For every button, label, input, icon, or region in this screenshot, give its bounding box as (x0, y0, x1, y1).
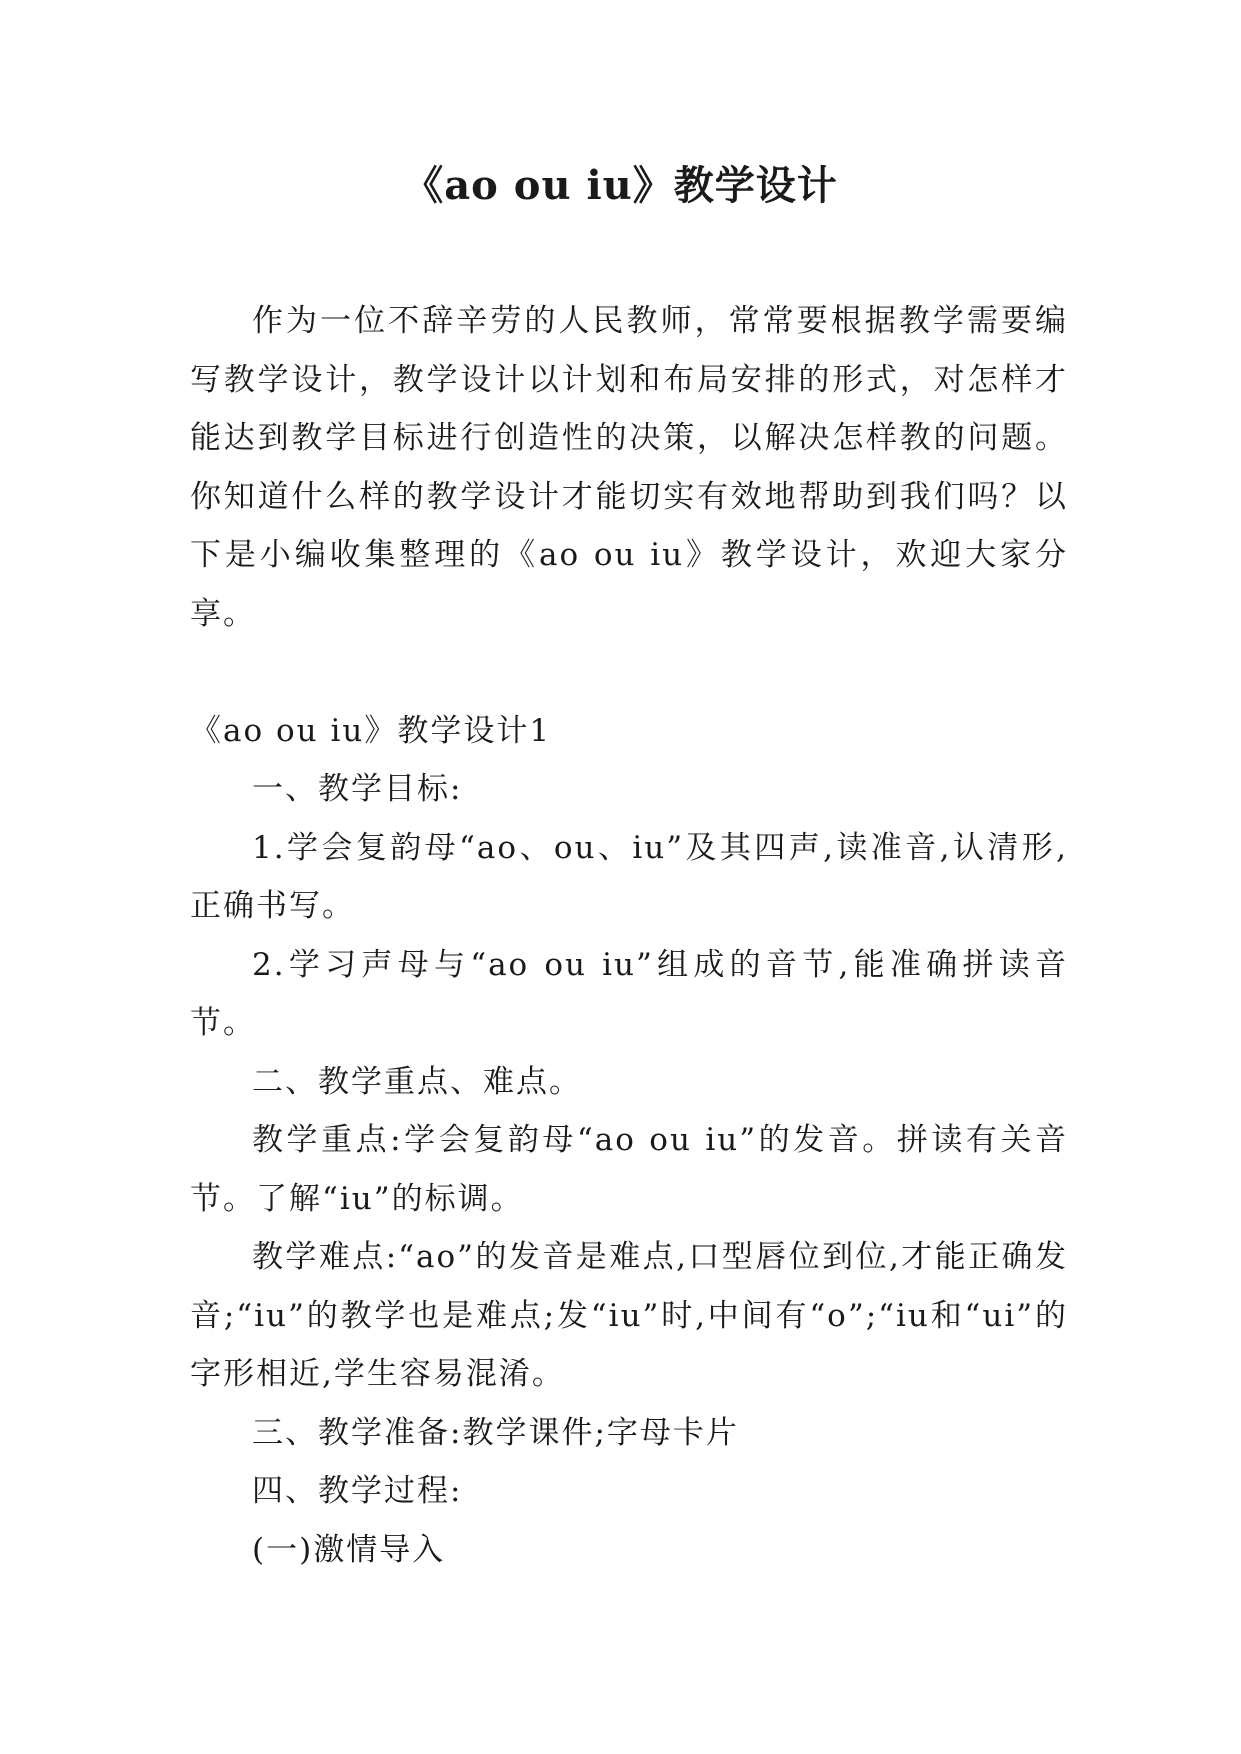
document-body (190, 292, 1068, 1579)
paragraph-intro-step: (一)激情导入 (252, 1531, 446, 1568)
paragraph-key-points-heading: 二、教学重点、难点。 (252, 1063, 582, 1100)
section-title: 《ao ou iu》教学设计1 (190, 712, 552, 749)
intro-paragraph: 作为一位不辞辛劳的人民教师，常常要根据教学需要编写教学设计，教学设计以计划和布局安排的形式，对怎样才能达到教学目标进行创造性的决策，以解决怎样教的问题。你知道什么样的教学设计才能切实有效地帮助到我们吗？以下是小编收集整理的《ao ou iu》教学设计，欢迎大家分享。 (190, 303, 1068, 632)
paragraph-difficulty: 教学难点:“ao”的发音是难点,口型唇位到位,才能正确发音;“iu”的教学也是难点;发“iu”时,中间有“o”;“iu和“ui”的字形相近,学生容易混淆。 (190, 1239, 1068, 1392)
paragraph-goal-1: 1.学会复韵母“ao、ou、iu”及其四声,读准音,认清形,正确书写。 (190, 829, 1068, 924)
paragraph-goals-heading: 一、教学目标: (252, 771, 463, 807)
paragraph-goal-2: 2.学习声母与“ao ou iu”组成的音节,能准确拼读音节。 (190, 946, 1068, 1041)
paragraph-process-heading: 四、教学过程: (252, 1473, 463, 1509)
paragraph-key-point: 教学重点:学会复韵母“ao ou iu”的发音。拼读有关音节。了解“iu”的标调。 (190, 1122, 1068, 1217)
document-title: 《ao ou iu》教学设计 (403, 162, 838, 209)
paragraph-preparation: 三、教学准备:教学课件;字母卡片 (252, 1414, 739, 1451)
blank-line (190, 643, 1068, 702)
